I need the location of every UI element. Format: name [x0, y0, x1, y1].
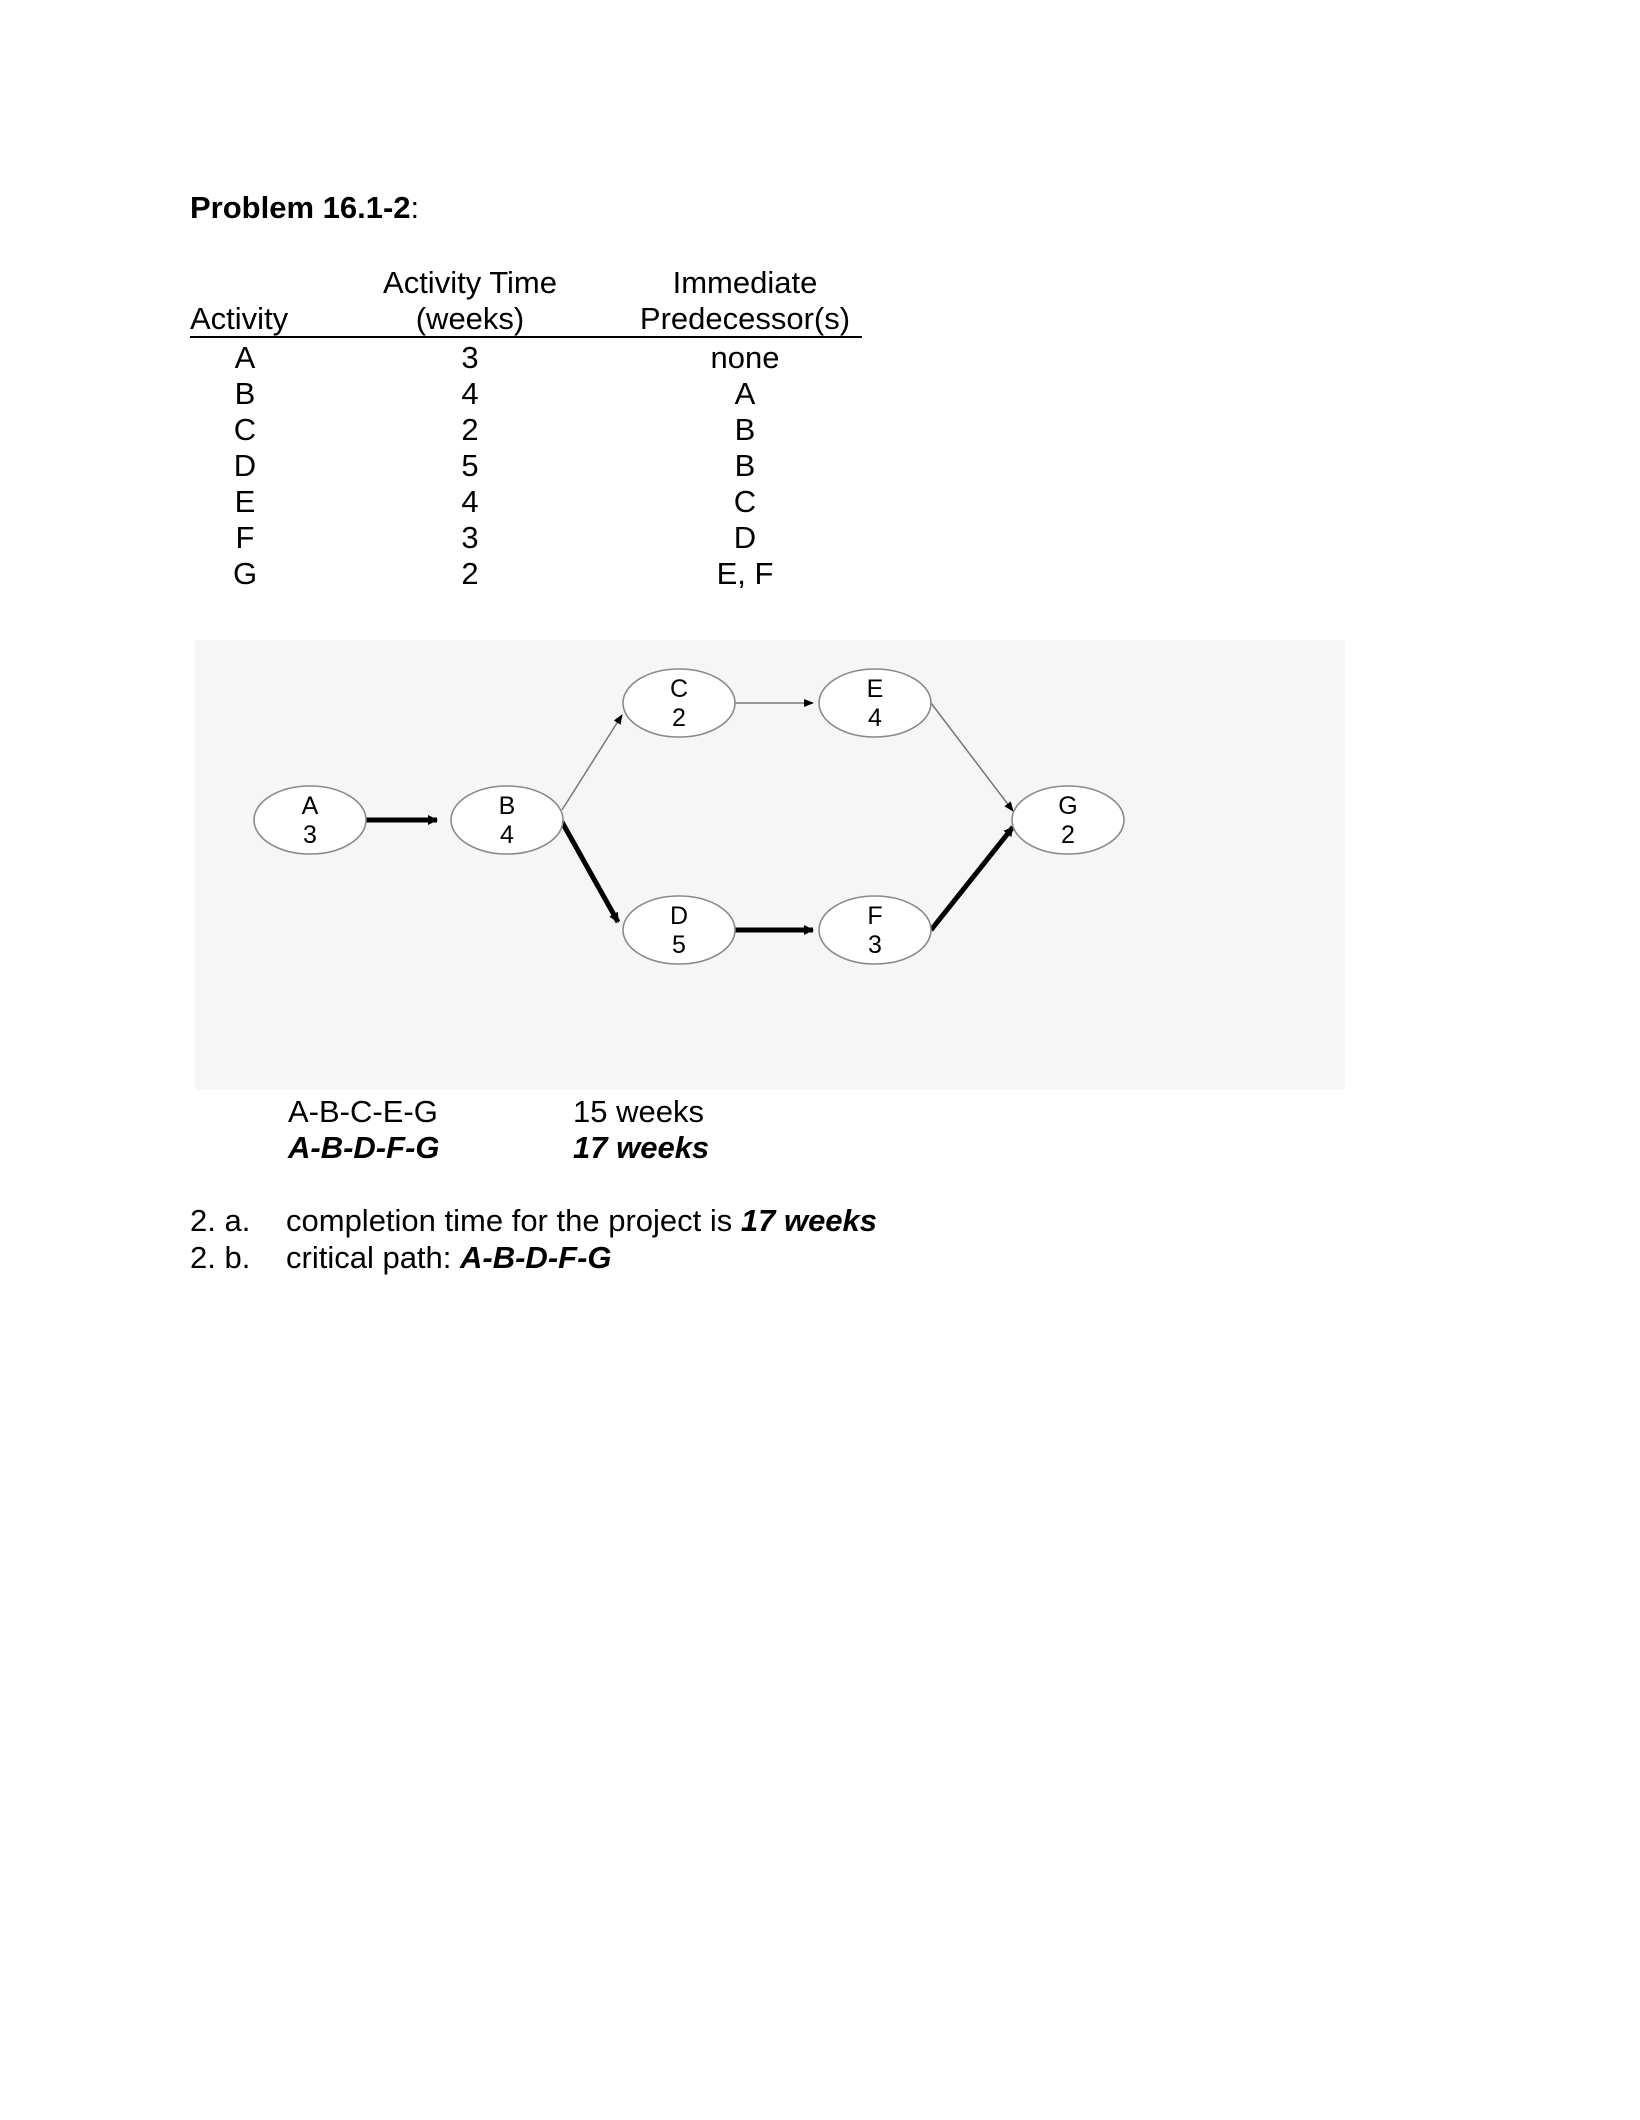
node-d: [623, 896, 735, 964]
node-b: [451, 786, 563, 854]
node-e-time: 4: [868, 704, 882, 732]
answer-b-text: critical path: A-B-D-F-G: [286, 1240, 612, 1275]
node-c: [623, 669, 735, 737]
cell-predecessor: none: [710, 340, 780, 375]
node-d-label: D: [669, 902, 689, 930]
path-2-critical: A-B-D-F-G: [288, 1130, 440, 1165]
cell-time: 4: [461, 376, 479, 411]
cell-time: 3: [461, 340, 479, 375]
answer-b-label: 2. b.: [190, 1240, 251, 1275]
answer-b-value: A-B-D-F-G: [460, 1240, 612, 1275]
header-activity-time: [360, 265, 580, 337]
node-a: [254, 786, 366, 854]
node-g: [1012, 786, 1124, 854]
header-predecessors-line2: Predecessor(s): [639, 301, 851, 336]
cell-predecessor: B: [734, 448, 756, 483]
cell-activity: E: [234, 484, 256, 519]
node-b-time: 4: [500, 821, 514, 849]
answer-a-value: 17 weeks: [740, 1203, 878, 1238]
node-a-time: 3: [303, 821, 317, 849]
project-network-diagram: [195, 640, 1345, 1090]
node-f-time: 3: [868, 931, 882, 959]
header-predecessors-line1: Immediate: [672, 265, 818, 300]
cell-activity: C: [233, 412, 257, 447]
node-e-label: E: [866, 675, 884, 703]
header-predecessors: [630, 265, 860, 337]
cell-activity: B: [234, 376, 256, 411]
cell-time: 5: [461, 448, 479, 483]
header-activity-time-line2: (weeks): [415, 301, 525, 336]
problem-title: Problem 16.1-2:: [190, 190, 420, 225]
node-d-time: 5: [672, 931, 686, 959]
diagram-background: [195, 640, 1345, 1090]
answer-a-text: completion time for the project is 17 weeks: [286, 1203, 878, 1238]
cell-activity: F: [235, 520, 255, 555]
cell-predecessor: E, F: [716, 556, 774, 591]
cell-activity: G: [232, 556, 258, 591]
node-f: [819, 896, 931, 964]
cell-time: 3: [461, 520, 479, 555]
node-c-label: C: [669, 675, 689, 703]
cell-predecessor: C: [733, 484, 757, 519]
cell-predecessor: B: [734, 412, 756, 447]
node-g-label: G: [1058, 792, 1078, 820]
path-1-weeks: 15 weeks: [573, 1094, 704, 1129]
node-a-label: A: [301, 792, 319, 820]
node-f-label: F: [867, 902, 883, 930]
node-c-time: 2: [672, 704, 686, 732]
cell-time: 2: [461, 556, 479, 591]
answer-a-label: 2. a.: [190, 1203, 251, 1238]
path-1: A-B-C-E-G: [288, 1094, 438, 1129]
node-g-time: 2: [1061, 821, 1075, 849]
path-2-weeks: 17 weeks: [573, 1130, 710, 1165]
cell-activity: A: [234, 340, 256, 375]
header-activity-time-line1: Activity Time: [383, 265, 557, 300]
cell-time: 4: [461, 484, 479, 519]
node-e: [819, 669, 931, 737]
cell-predecessor: D: [733, 520, 757, 555]
header-activity: Activity: [190, 301, 289, 336]
cell-time: 2: [461, 412, 479, 447]
cell-predecessor: A: [734, 376, 756, 411]
node-b-label: B: [498, 792, 516, 820]
cell-activity: D: [233, 448, 257, 483]
header-underline: [190, 336, 862, 338]
